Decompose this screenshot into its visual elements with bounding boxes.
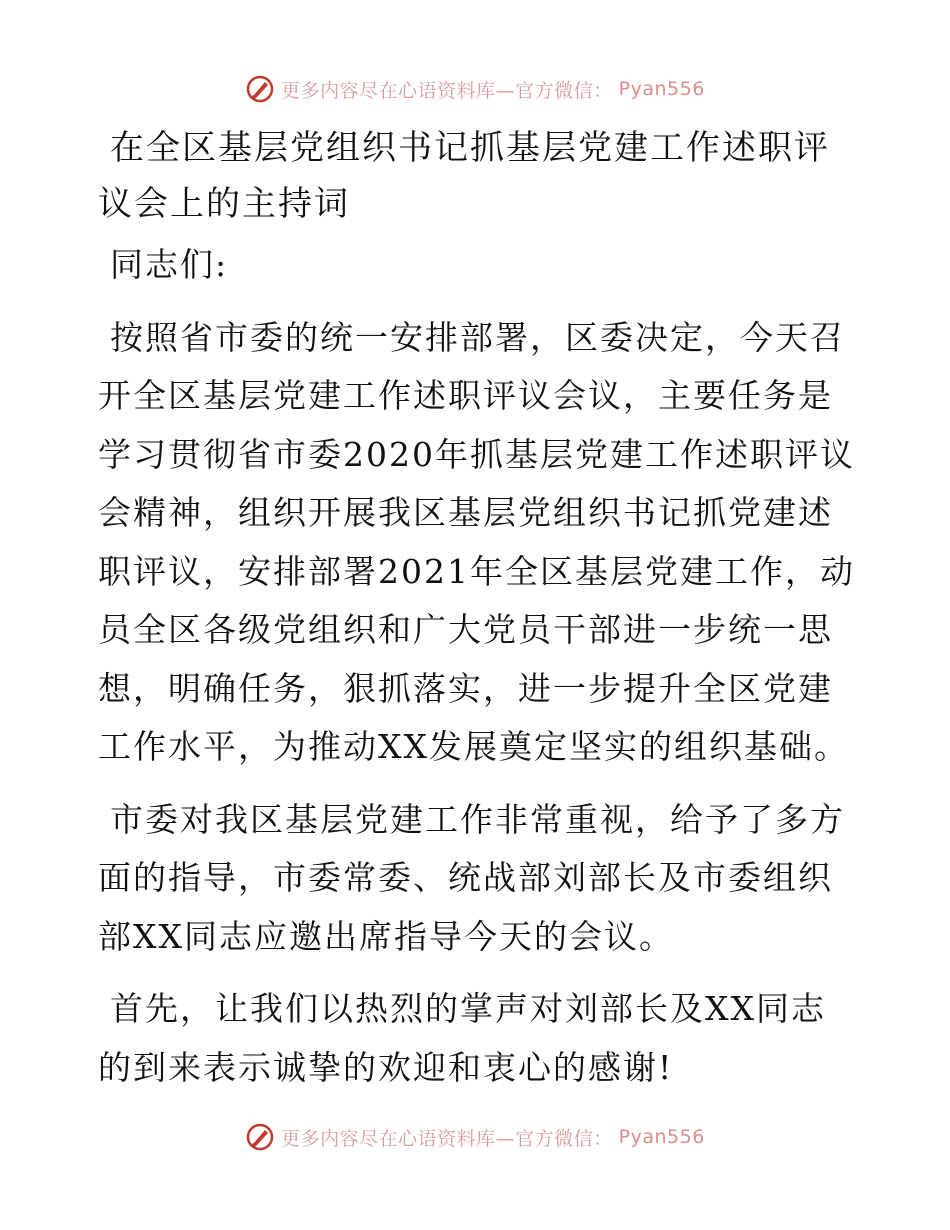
footer-watermark: [0, 1122, 950, 1152]
header-watermark: [0, 74, 950, 104]
quill-logo-icon: [245, 74, 275, 104]
paragraph-salutation: 同志们:: [110, 245, 229, 284]
watermark-text: 更多内容尽在心语资料库—官方微信：: [281, 1127, 613, 1150]
watermark-account: Pyan556: [618, 78, 705, 100]
paragraph: 市委对我区基层党建工作非常重视，给予了多方面的指导，市委常委、统战部刘部长及市委组织部XX同志应邀出席指导今天的会议。: [98, 799, 845, 956]
paragraph: 首先，让我们以热烈的掌声对刘部长及XX同志的到来表示诚挚的欢迎和衷心的感谢!: [98, 989, 826, 1087]
document-body: [98, 120, 858, 1111]
quill-logo-icon: [245, 1122, 275, 1152]
watermark-account: Pyan556: [618, 1126, 705, 1148]
watermark-text: 更多内容尽在心语资料库—官方微信：: [281, 79, 613, 102]
document-title: 在全区基层党组织书记抓基层党建工作述职评议会上的主持词: [98, 128, 830, 224]
paragraph: 按照省市委的统一安排部署，区委决定，今天召开全区基层党建工作述职评议会议，主要任务是学习贯彻省市委2020年抓基层党建工作述职评议会精神，组织开展我区基层党组织书记抓党建述职评议，安排部署2021年全区基层党建工作，动员全区各级党组织和广大党员干部进一步统一思想，明确任务，狠抓落实，进一步提升全区党建工作水平，为推动XX发展奠定坚实的组织基础。: [98, 317, 855, 766]
